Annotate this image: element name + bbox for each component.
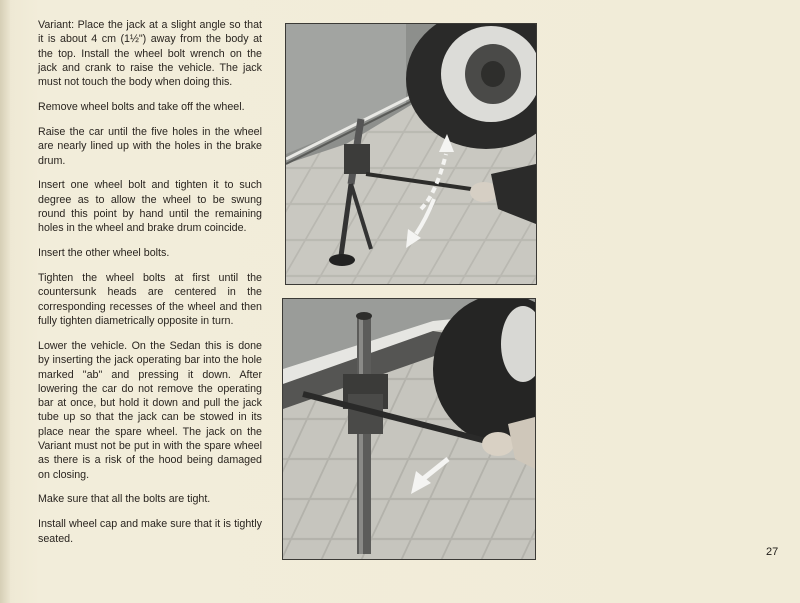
- paragraph-lower-vehicle: Lower the vehicle. On the Sedan this is done by inserting the jack operating bar into the hole marked "ab" and pressing it down. After lowering the car do not remove the operating bar at once, but hold it down and pull the jack tube up so that the jack can be stowed in its place near the spare wheel. The jack on the Variant must not be put in with the spare wheel as there is a risk of the hood being damaged on closing.: [38, 339, 262, 481]
- paragraph-variant-jack: Variant: Place the jack at a slight angle so that it is about 4 cm (1½") away from the body at the top. Install the wheel bolt wrench on the jack and crank to raise the vehicle. The jack must not touch the body when doing this.: [38, 19, 262, 89]
- paragraph-insert-other-bolts: Insert the other wheel bolts.: [38, 247, 170, 260]
- paragraph-remove-bolts: Remove wheel bolts and take off the wheel.: [38, 101, 245, 114]
- jack-lowering-illustration: [283, 299, 535, 559]
- photo-lowering-vehicle: [282, 298, 536, 560]
- paragraph-check-bolts: Make sure that all the bolts are tight.: [38, 493, 211, 506]
- paragraph-insert-one-bolt: Insert one wheel bolt and tighten it to such degree as to allow the wheel to be swung round this point by hand until the remaining holes in the wheel and brake drum coincide.: [38, 179, 262, 235]
- instructions-column: [38, 18, 262, 557]
- paragraph-raise-car: Raise the car until the five holes in the wheel are nearly lined up with the holes in the brake drum.: [38, 125, 262, 167]
- jack-raising-illustration: [286, 24, 536, 284]
- paragraph-tighten-bolts: Tighten the wheel bolts at first until the countersunk heads are centered in the corresponding recesses of the wheel and then fully tighten diametrically opposite in turn.: [38, 272, 262, 328]
- page-number: 27: [766, 546, 779, 558]
- photo-raising-car: [285, 23, 537, 285]
- binding-gutter: [0, 0, 10, 603]
- paragraph-install-wheel-cap: Install wheel cap and make sure that it is tightly seated.: [38, 518, 262, 545]
